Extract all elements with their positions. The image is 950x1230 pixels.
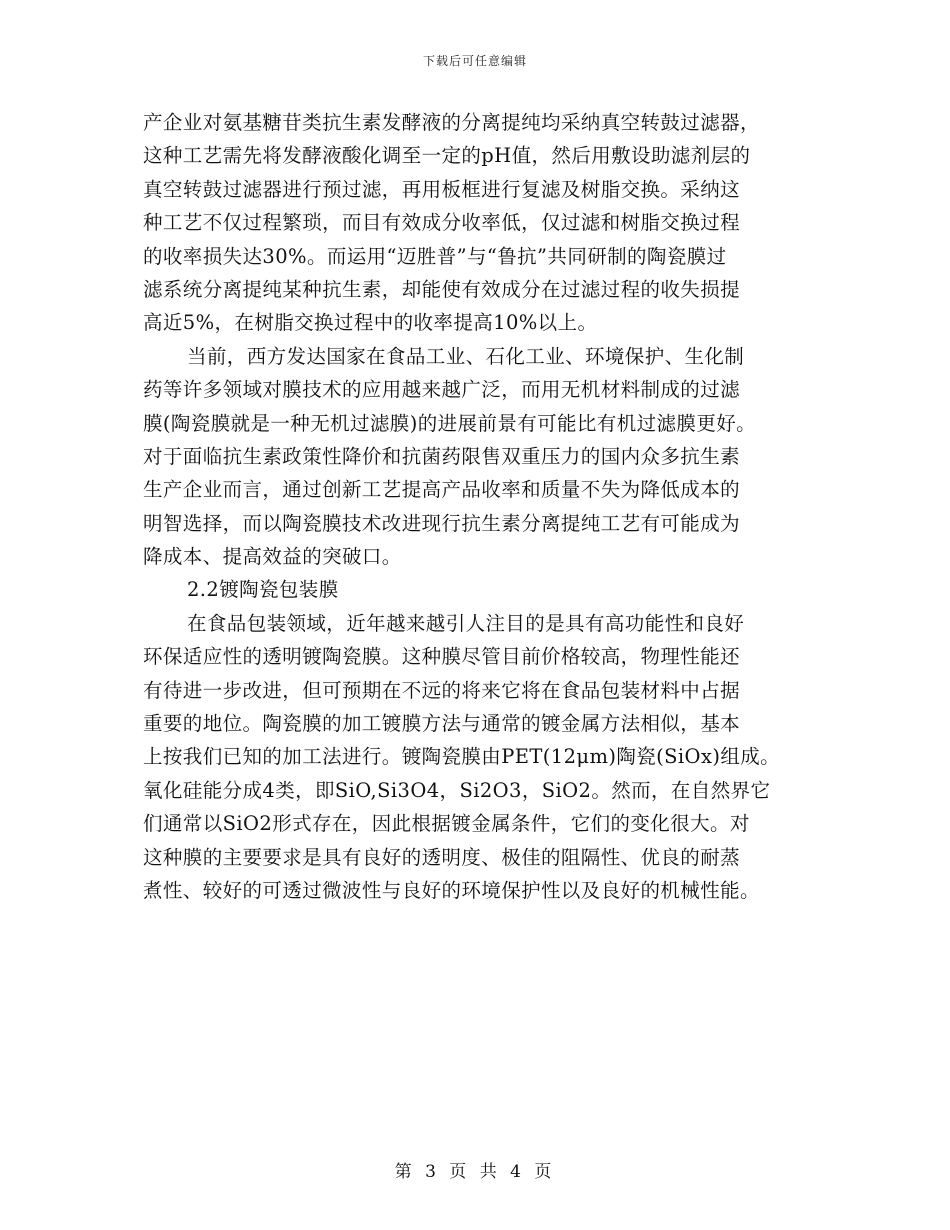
text-line: 煮性、较好的可透过微波性与良好的环境保护性以及良好的机械性能。 xyxy=(143,878,760,902)
page-footer: 第 3 页 共 4 页 xyxy=(394,1162,556,1182)
text-line: 对于面临抗生素政策性降价和抗菌药限售双重压力的国内众多抗生素 xyxy=(143,444,741,468)
text-line: 当前，西方发达国家在食品工业、石化工业、环境保护、生化制 xyxy=(187,344,745,368)
text-line: 有待进一步改进，但可预期在不远的将来它将在食品包装材料中占据 xyxy=(143,678,741,702)
text-line: 氧化硅能分成4类，即SiO,Si3O4，Si2O3，SiO2。然而，在自然界它 xyxy=(143,778,771,802)
document-body xyxy=(143,106,811,907)
page-header: 下载后可任意编辑 xyxy=(422,54,527,68)
text-line: 们通常以SiO2形式存在，因此根据镀金属条件，它们的变化很大。对 xyxy=(143,812,750,836)
text-line: 膜(陶瓷膜就是一种无机过滤膜)的进展前景有可能比有机过滤膜更好。 xyxy=(143,411,757,435)
text-line: 在食品包装领域，近年越来越引人注目的是具有高功能性和良好 xyxy=(187,611,745,635)
text-line: 生产企业而言，通过创新工艺提高产品收率和质量不失为降低成本的 xyxy=(143,478,741,502)
text-line: 药等许多领域对膜技术的应用越来越广泛，而用无机材料制成的过滤 xyxy=(143,378,741,402)
text-line: 重要的地位。陶瓷膜的加工镀膜方法与通常的镀金属方法相似，基本 xyxy=(143,712,741,736)
text-line: 降成本、提高效益的突破口。 xyxy=(143,545,402,569)
text-line: 环保适应性的透明镀陶瓷膜。这种膜尽管目前价格较高，物理性能还 xyxy=(143,645,741,669)
text-line: 的收率损失达30%。而运用“迈胜普”与“鲁抗”共同研制的陶瓷膜过 xyxy=(143,244,727,268)
text-line: 明智选择，而以陶瓷膜技术改进现行抗生素分离提纯工艺有可能成为 xyxy=(143,511,741,535)
text-line: 这种工艺需先将发酵液酸化调至一定的pH值，然后用敷设助滤剂层的 xyxy=(143,144,751,168)
text-line: 产企业对氨基糖苷类抗生素发酵液的分离提纯均采纳真空转鼓过滤器， xyxy=(143,111,760,134)
text-line: 种工艺不仅过程繁琐，而目有效成分收率低，仅过滤和树脂交换过程 xyxy=(143,211,741,235)
text-line: 上按我们已知的加工法进行。镀陶瓷膜由PET(12μm)陶瓷(SiOx)组成。 xyxy=(143,745,781,769)
text-line: 高近5%，在树脂交换过程中的收率提高10%以上。 xyxy=(143,311,598,335)
text-line: 滤系统分离提纯某种抗生素，却能使有效成分在过滤过程的收失损提 xyxy=(143,277,741,301)
text-line: 2.2镀陶瓷包装膜 xyxy=(187,578,339,602)
text-line: 真空转鼓过滤器进行预过滤，再用板框进行复滤及树脂交换。采纳这 xyxy=(143,177,741,201)
text-line: 这种膜的主要要求是具有良好的透明度、极佳的阻隔性、优良的耐蒸 xyxy=(143,845,741,869)
